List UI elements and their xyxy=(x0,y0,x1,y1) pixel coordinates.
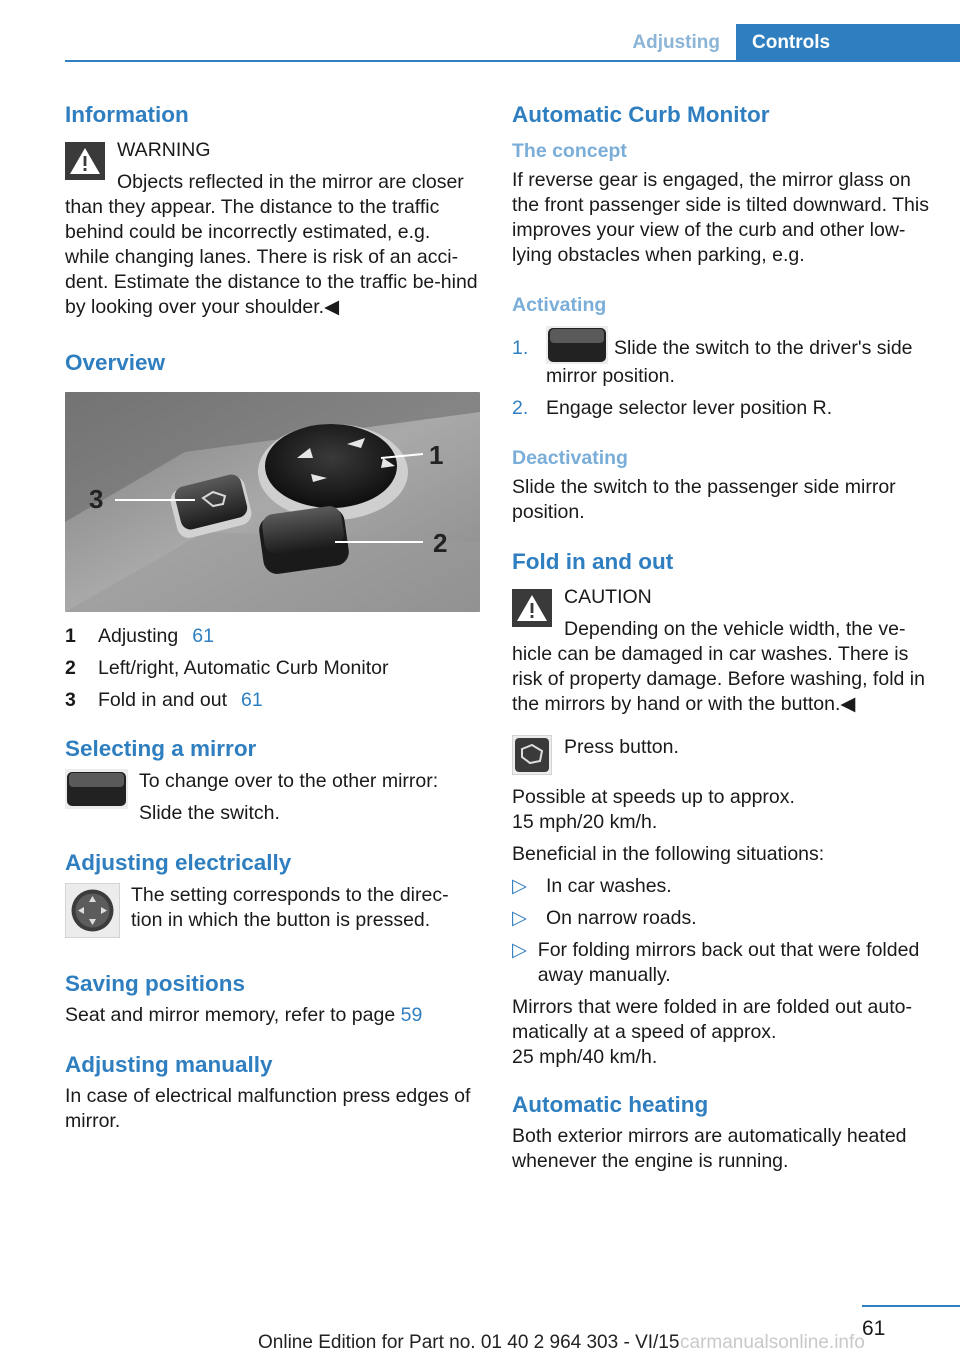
automatic-heating-heading: Automatic heating xyxy=(512,1092,709,1117)
step-number: 2. xyxy=(512,397,529,419)
selecting-mirror-heading: Selecting a mirror xyxy=(65,736,257,761)
adjusting-manually-text: In case of electrical malfunction press edges of mirror. xyxy=(65,1085,471,1132)
automatic-heating-text: Both exterior mirrors are automatically heated whenever the engine is running. xyxy=(512,1125,907,1172)
caution-text-first-line: Depending on the vehicle width, the ve‐ xyxy=(564,618,906,640)
left-column xyxy=(65,100,480,1134)
caution-icon xyxy=(512,589,552,627)
auto-fold-out-text-2: 25 mph/40 km/h. xyxy=(512,1046,658,1068)
legend-page-link[interactable]: 61 xyxy=(192,624,214,647)
activating-heading: Activating xyxy=(512,294,607,316)
information-heading: Information xyxy=(65,102,189,127)
warning-icon xyxy=(65,142,105,180)
selecting-mirror-text-1: To change over to the other mirror: xyxy=(139,770,439,792)
bullet-triangle-icon: ▷ xyxy=(512,939,527,961)
legend-row xyxy=(65,684,480,716)
legend-text: Fold in and out xyxy=(98,688,228,711)
bullet-triangle-icon: ▷ xyxy=(512,875,527,897)
mirror-switch-icon xyxy=(546,326,608,364)
speeds-text-1: Possible at speeds up to approx. xyxy=(512,786,795,808)
legend-text: Left/right, Automatic Curb Monitor xyxy=(98,656,389,679)
figure-label-3: 3 xyxy=(89,484,104,514)
list-item-text: In car washes. xyxy=(546,875,672,897)
figure-label-2: 2 xyxy=(433,528,448,558)
caution-text: hicle can be damaged in car washes. There is risk of property damage. Before washing, fold in the mirrors by hand or with the button.◀ xyxy=(512,643,925,715)
mirror-controls-photo xyxy=(65,392,480,612)
legend-row xyxy=(65,620,480,652)
warning-text: than they appear. The distance to the traffic behind could be incorrectly estimated, e.g. while changing lanes. There is risk of an acci‐dent. Estimate the distance to the traffic be‐hind by looking over your shoulder.◀ xyxy=(65,196,478,318)
selecting-mirror-text-2: Slide the switch. xyxy=(139,802,280,824)
header-rule xyxy=(65,60,960,62)
mirror-adjust-knob-icon xyxy=(65,883,120,938)
adjusting-electrically-text: The setting corresponds to the direc‐tion in which the button is pressed. xyxy=(131,884,449,931)
adjusting-manually-heading: Adjusting manually xyxy=(65,1052,273,1077)
beneficial-text: Beneficial in the following situations: xyxy=(512,843,825,865)
edition-text: Online Edition for Part no. 01 40 2 964 303 - VI/15 xyxy=(258,1332,680,1353)
page-number: 61 xyxy=(862,1317,886,1340)
overview-heading: Overview xyxy=(65,350,166,375)
step-row xyxy=(512,326,932,389)
caution-label: CAUTION xyxy=(564,586,652,608)
speeds-text-2: 15 mph/20 km/h. xyxy=(512,811,658,833)
fold-in-out-heading: Fold in and out xyxy=(512,549,674,574)
list-item-text: For folding mirrors back out that were folded away manually. xyxy=(537,939,920,986)
situations-list xyxy=(512,874,932,988)
figure-legend xyxy=(65,620,480,716)
list-item xyxy=(512,938,932,988)
automatic-curb-monitor-heading: Automatic Curb Monitor xyxy=(512,102,770,127)
legend-number: 1 xyxy=(65,624,76,647)
saving-positions-page-link[interactable]: 59 xyxy=(400,1004,423,1026)
saving-positions-heading: Saving positions xyxy=(65,971,246,996)
concept-text: If reverse gear is engaged, the mirror glass on the front passenger side is tilted downward. This improves your view of the curb and other low-lying obstacles when parking, e.g. xyxy=(512,169,929,266)
footer-rule xyxy=(862,1305,960,1307)
deactivating-heading: Deactivating xyxy=(512,447,628,469)
list-item-text: On narrow roads. xyxy=(546,907,697,929)
fold-button-block xyxy=(512,735,932,775)
step-text: Slide the switch to the driver's side mirror position. xyxy=(546,337,913,387)
fold-mirror-button-icon xyxy=(512,735,552,775)
activating-steps xyxy=(512,326,932,421)
step-row xyxy=(512,396,932,421)
right-column xyxy=(512,100,932,1174)
warning-text-first-line: Objects reflected in the mirror are closer xyxy=(117,171,464,193)
legend-number: 2 xyxy=(65,656,76,679)
step-text: Engage selector lever position R. xyxy=(546,397,833,419)
auto-fold-out-text-1: Mirrors that were folded in are folded out auto‐matically at a speed of approx. xyxy=(512,996,912,1043)
mirror-switch-icon xyxy=(65,769,128,809)
warning-label: WARNING xyxy=(117,139,211,161)
figure-label-1: 1 xyxy=(429,440,444,470)
legend-text: Adjusting xyxy=(98,624,179,647)
legend-number: 3 xyxy=(65,688,76,711)
bullet-triangle-icon: ▷ xyxy=(512,907,527,929)
saving-positions-label: Seat and mirror memory, refer to page xyxy=(65,1004,396,1026)
caution-block xyxy=(512,585,932,717)
adjusting-electrically-heading: Adjusting electrically xyxy=(65,850,292,875)
adjusting-electrically-block xyxy=(65,883,480,943)
legend-page-link[interactable]: 61 xyxy=(241,688,263,711)
deactivating-text: Slide the switch to the passenger side mirror position. xyxy=(512,476,896,523)
list-item xyxy=(512,874,932,899)
saving-positions-text xyxy=(65,1003,480,1028)
legend-row xyxy=(65,652,480,684)
step-number: 1. xyxy=(512,337,529,359)
press-button-text: Press button. xyxy=(564,736,679,758)
list-item xyxy=(512,906,932,931)
selecting-mirror-block xyxy=(65,769,480,826)
header-chapter-tab: Controls xyxy=(736,24,960,61)
warning-block xyxy=(65,138,480,320)
concept-heading: The concept xyxy=(512,140,627,162)
header-section-title: Adjusting xyxy=(632,32,720,53)
watermark: carmanualsonline.info xyxy=(680,1332,865,1353)
